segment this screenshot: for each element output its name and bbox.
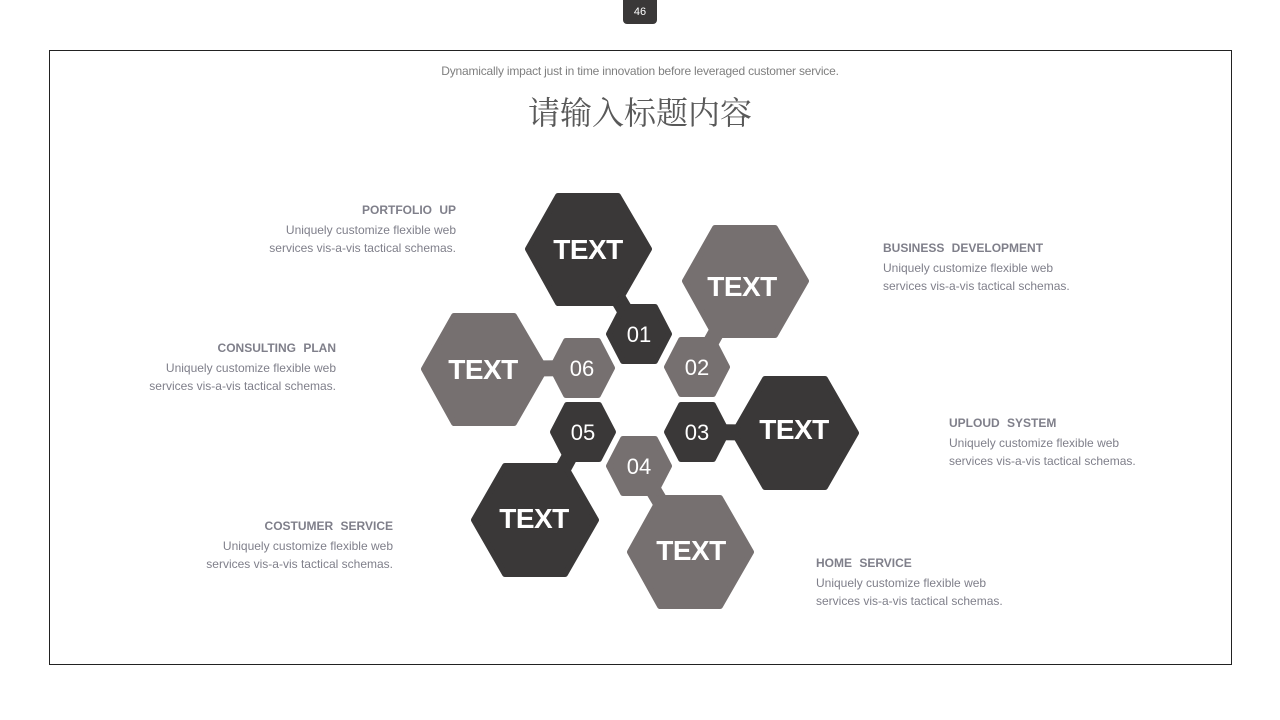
item-title: BUSINESS DEVELOPMENT bbox=[883, 241, 1044, 255]
item-business-development bbox=[883, 241, 1143, 295]
hexagon-label-06: TEXT bbox=[448, 354, 518, 385]
item-description-line-2: services vis-a-vis tactical schemas. bbox=[949, 454, 1136, 468]
item-title: UPLOUD SYSTEM bbox=[949, 416, 1057, 430]
slide-subtitle: Dynamically impact just in time innovation before leveraged customer service. bbox=[441, 64, 839, 78]
item-description-line-1: Uniquely customize flexible web bbox=[816, 576, 987, 590]
slide-title: 请输入标题内容 bbox=[527, 94, 752, 132]
item-description-line-1: Uniquely customize flexible web bbox=[949, 436, 1120, 450]
number-label-01: 01 bbox=[626, 322, 652, 347]
item-description-line-2: services vis-a-vis tactical schemas. bbox=[149, 379, 336, 393]
item-description-line-1: Uniquely customize flexible web bbox=[883, 261, 1054, 275]
hexagon-label-02: TEXT bbox=[707, 271, 777, 302]
big-hexagons bbox=[424, 196, 856, 606]
hexagon-label-01: TEXT bbox=[553, 234, 623, 265]
number-label-03: 03 bbox=[684, 420, 710, 445]
item-consulting-plan bbox=[76, 341, 336, 395]
item-title: HOME SERVICE bbox=[816, 556, 912, 570]
hexagon-label-03: TEXT bbox=[759, 414, 829, 445]
item-portfolio-up bbox=[196, 203, 456, 257]
hexagon-label-04: TEXT bbox=[656, 535, 726, 566]
hexagon-label-05: TEXT bbox=[499, 503, 569, 534]
item-description-line-2: services vis-a-vis tactical schemas. bbox=[883, 279, 1070, 293]
item-description-line-2: services vis-a-vis tactical schemas. bbox=[269, 241, 456, 255]
item-uploud-system bbox=[949, 416, 1209, 470]
number-label-04: 04 bbox=[626, 454, 652, 479]
item-description-line-1: Uniquely customize flexible web bbox=[165, 361, 336, 375]
number-label-05: 05 bbox=[570, 420, 596, 445]
item-home-service bbox=[816, 556, 1076, 610]
number-label-02: 02 bbox=[684, 355, 710, 380]
item-description-line-2: services vis-a-vis tactical schemas. bbox=[816, 594, 1003, 608]
item-costumer-service bbox=[133, 519, 393, 573]
item-title: CONSULTING PLAN bbox=[217, 341, 336, 355]
item-title: COSTUMER SERVICE bbox=[264, 519, 393, 533]
number-label-06: 06 bbox=[569, 356, 595, 381]
item-title: PORTFOLIO UP bbox=[362, 203, 456, 217]
item-description-line-1: Uniquely customize flexible web bbox=[222, 539, 393, 553]
page-number-badge: 46 bbox=[623, 0, 657, 24]
item-description-line-2: services vis-a-vis tactical schemas. bbox=[206, 557, 393, 571]
item-description-line-1: Uniquely customize flexible web bbox=[285, 223, 456, 237]
